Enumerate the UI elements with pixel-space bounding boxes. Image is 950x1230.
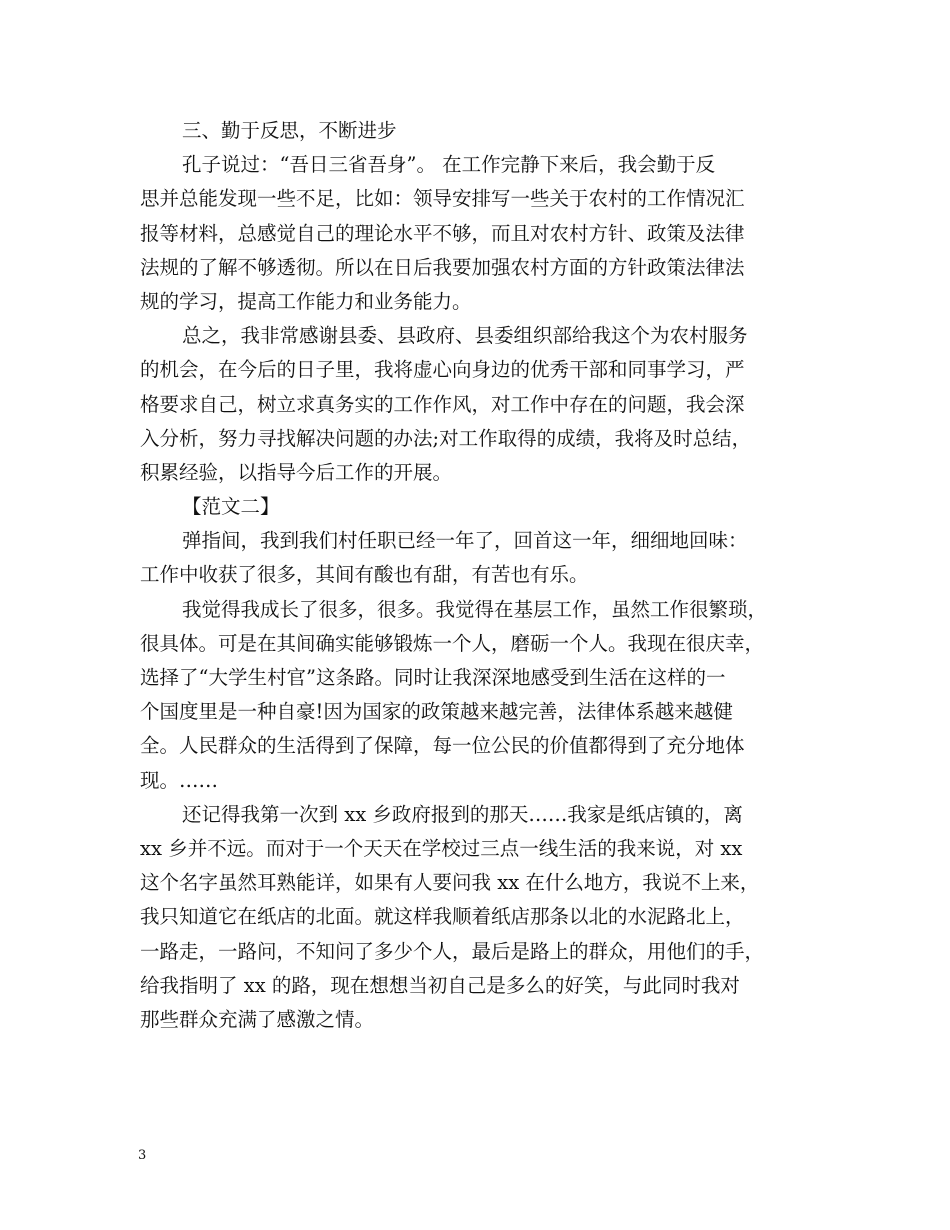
- text-line: 这个名字虽然耳熟能详，如果有人要问我 xx 在什么地方，我说不上来，: [140, 871, 760, 895]
- text-line: 总之，我非常感谢县委、县政府、县委组织部给我这个为农村服务: [182, 324, 748, 348]
- text-line: 给我指明了 xx 的路，现在想想当初自己是多么的好笑，与此同时我对: [140, 973, 740, 997]
- page-number: 3: [138, 1148, 147, 1163]
- text-line: 还记得我第一次到 xx 乡政府报到的那天……我家是纸店镇的，离: [182, 802, 743, 826]
- text-line: 规的学习，提高工作能力和业务能力。: [140, 289, 472, 313]
- sample-heading: 【范文二】: [182, 495, 280, 519]
- text-line: xx 乡并不远。而对于一个天天在学校过三点一线生活的我来说，对 xx: [140, 836, 743, 860]
- text-line: 那些群众充满了感激之情。: [140, 1007, 375, 1031]
- text-line: 一路走，一路问，不知问了多少个人，最后是路上的群众，用他们的手，: [140, 939, 765, 963]
- text-line: 法规的了解不够透彻。所以在日后我要加强农村方面的方针政策法律法: [140, 255, 745, 279]
- text-line: 工作中收获了很多，其间有酸也有甜，有苦也有乐。: [140, 563, 589, 587]
- text-line: 的机会，在今后的日子里，我将虚心向身边的优秀干部和同事学习，严: [140, 358, 745, 382]
- section-heading: 三、勤于反思，不断进步: [182, 119, 397, 142]
- text-line: 孔子说过：“吾日三省吾身”。 在工作完静下来后，我会勤于反: [182, 153, 716, 177]
- text-line: 我只知道它在纸店的北面。就这样我顺着纸店那条以北的水泥路北上，: [140, 905, 745, 929]
- text-line: 思并总能发现一些不足，比如：领导安排写一些关于农村的工作情况汇: [140, 187, 745, 211]
- text-line: 入分析，努力寻找解决问题的办法;对工作取得的成绩，我将及时总结，: [140, 426, 752, 450]
- text-line: 弹指间，我到我们村任职已经一年了，回首这一年，细细地回味：: [182, 529, 748, 553]
- text-line: 格要求自己，树立求真务实的工作作风，对工作中存在的问题，我会深: [140, 392, 745, 416]
- text-line: 报等材料，总感觉自己的理论水平不够，而且对农村方针、政策及法律: [140, 221, 745, 245]
- document-body: [140, 114, 830, 1037]
- text-line: 积累经验，以指导今后工作的开展。: [140, 460, 453, 484]
- text-line: 很具体。可是在其间确实能够锻炼一个人，磨砺一个人。我现在很庆幸，: [140, 631, 765, 655]
- text-line: 个国度里是一种自豪!因为国家的政策越来越完善，法律体系越来越健: [140, 700, 733, 724]
- text-line: 全。人民群众的生活得到了保障，每一位公民的价值都得到了充分地体: [140, 734, 745, 758]
- text-line: 选择了“大学生村官”这条路。同时让我深深地感受到生活在这样的一: [140, 666, 726, 689]
- text-line: 现。……: [140, 768, 219, 792]
- text-line: 我觉得我成长了很多，很多。我觉得在基层工作，虽然工作很繁琐，: [182, 597, 768, 621]
